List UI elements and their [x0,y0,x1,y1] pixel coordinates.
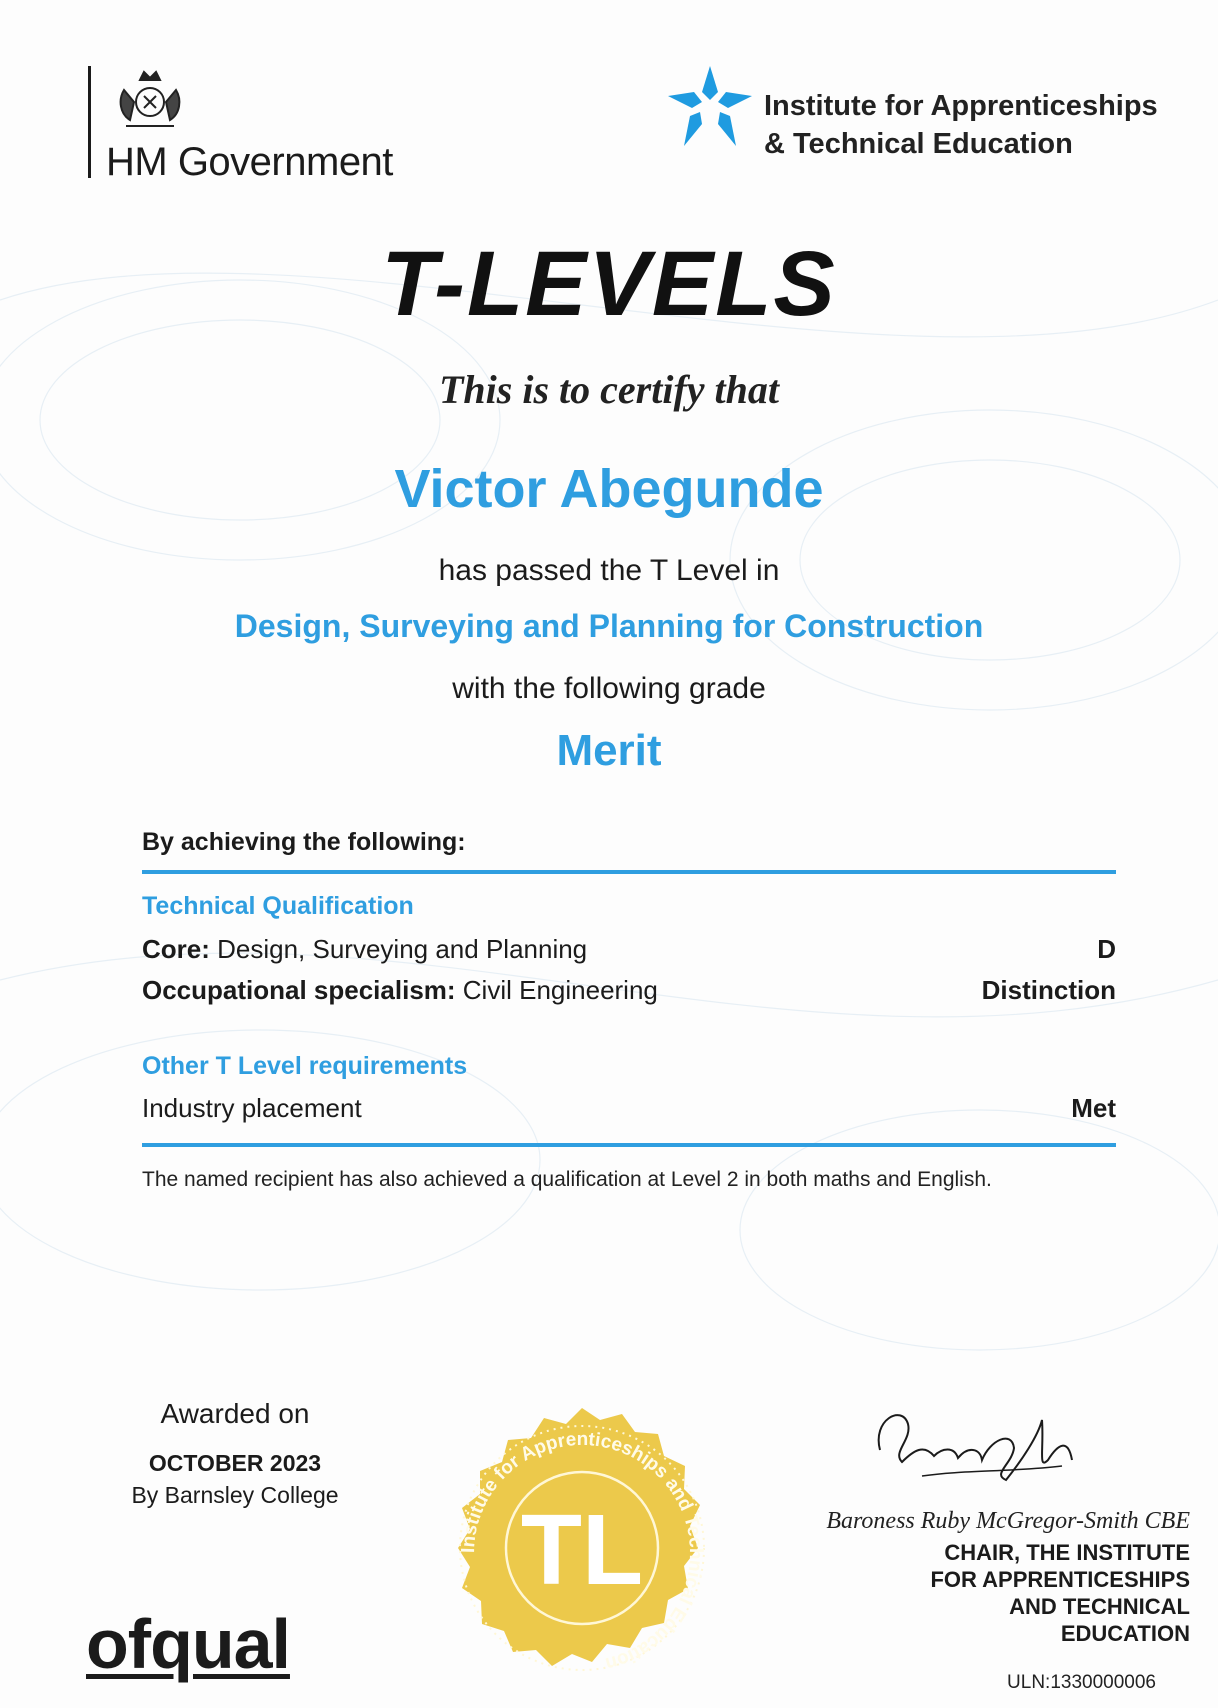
ifate-logo [664,62,1204,162]
specialism-label: Occupational specialism: [142,975,463,1005]
core-label: Core: [142,934,218,964]
signatory-title-2: FOR APPRENTICESHIPS [930,1567,1190,1592]
t-levels-title: T-LEVELS [381,233,837,335]
gov-name: HM Government [106,140,393,184]
passed-text: has passed the T Level in [438,554,780,587]
achievements-heading: By achieving the following: [142,828,466,856]
core-grade: D [1097,934,1116,964]
specialism-value: Civil Engineering [462,975,658,1005]
awarded-on-label: Awarded on [160,1398,310,1429]
other-requirements-heading: Other T Level requirements [142,1052,468,1080]
core-row [142,934,1116,970]
grade-intro-text: with the following grade [452,672,766,705]
awarding-college: By Barnsley College [131,1482,339,1508]
uln-number: ULN:1330000006 [1007,1672,1156,1693]
award-date: OCTOBER 2023 [148,1450,322,1476]
divider-top [142,870,1116,874]
institute-line-2: & Technical Education [764,128,1073,160]
hm-government-logo [88,62,448,182]
core-value: Design, Surveying and Planning [217,934,588,964]
signatory-title-1: CHAIR, THE INSTITUTE [944,1540,1190,1565]
certify-text: This is to certify that [439,367,779,412]
course-name: Design, Surveying and Planning for Construction [234,608,984,644]
signatory-title-4: EDUCATION [1060,1621,1190,1646]
blue-star-icon [664,62,756,154]
divider-bottom [142,1143,1116,1147]
seal-ring-text: Institute for Apprenticeships and Technical Education [457,1428,707,1675]
signatory-name: Baroness Ruby McGregor-Smith CBE [826,1508,1190,1534]
institute-line-1: Institute for Apprenticeships [764,90,1158,122]
tl-seal [432,1398,732,1708]
overall-grade: Merit [556,726,662,775]
placement-row [142,1093,1116,1129]
placement-label: Industry placement [142,1093,362,1123]
recipient-name: Victor Abegunde [394,459,824,519]
ofqual-logo: ofqual [86,1605,290,1683]
signatory-title-3: AND TECHNICAL [1009,1594,1190,1619]
technical-qualification-heading: Technical Qualification [142,892,414,920]
placement-value: Met [1071,1093,1116,1123]
seal-monogram: TL [520,1494,644,1606]
royal-crest-icon [110,62,190,134]
specialism-row [142,975,1116,1011]
maths-english-note: The named recipient has also achieved a qualification at Level 2 in both maths and English. [142,1168,992,1191]
logo-divider [88,66,91,178]
signature [862,1390,1092,1500]
specialism-grade: Distinction [981,975,1116,1005]
